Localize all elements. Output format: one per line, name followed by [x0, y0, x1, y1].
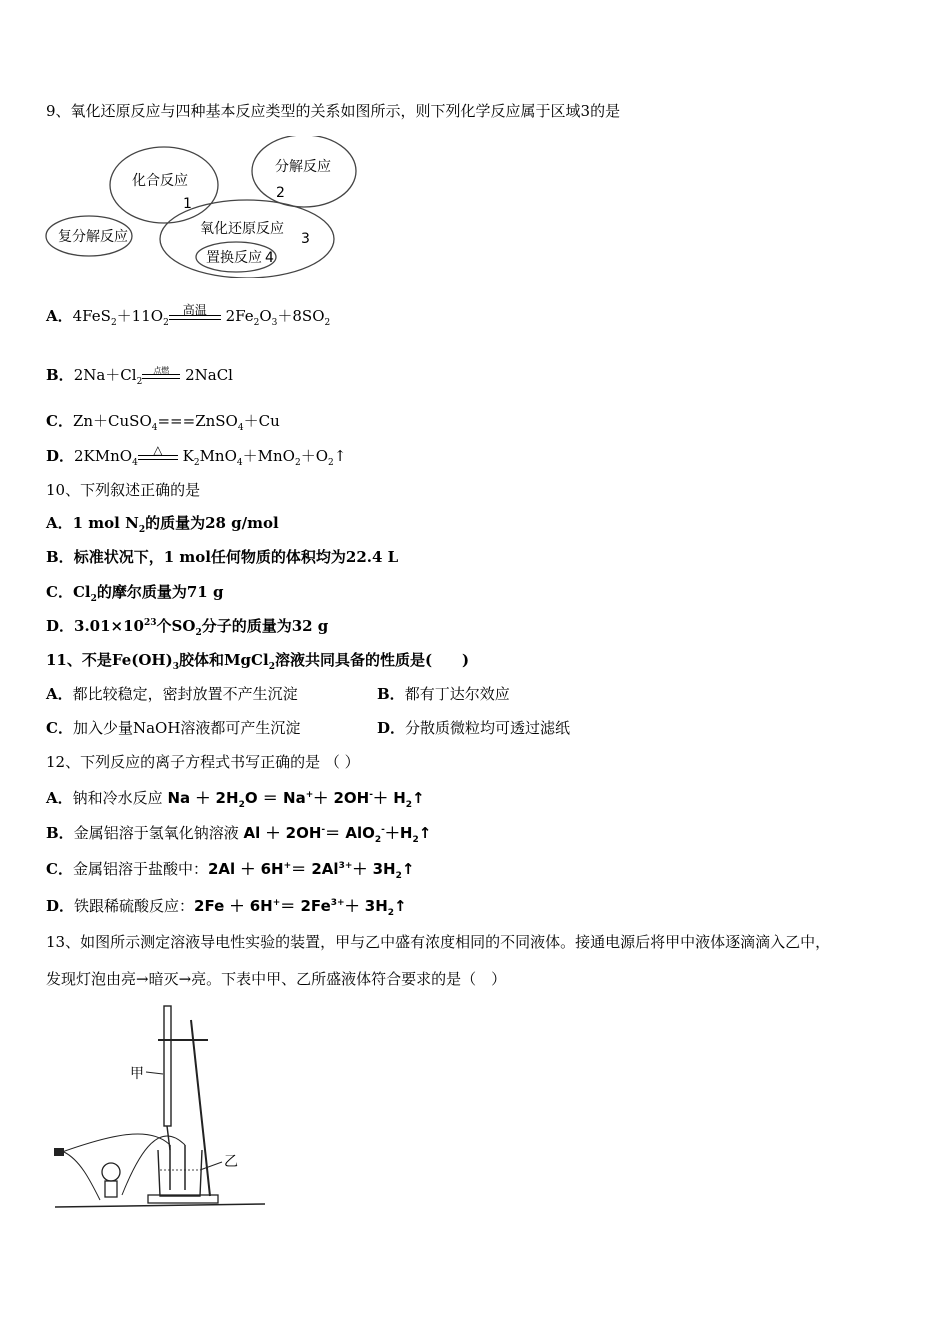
- label-jia: 甲: [130, 1066, 144, 1082]
- conductivity-apparatus-figure: [50, 1000, 280, 1215]
- q11-stem: 11、不是$Fe(OH)_3$胶体和MgCl$_2$溶液共同具备的性质是( ): [46, 651, 470, 672]
- beaker: [158, 1150, 202, 1196]
- q11-option-b[interactable]: B．都有丁达尔效应: [377, 685, 510, 703]
- q10-option-c[interactable]: C．$Cl_2$的摩尔质量为71 g: [46, 583, 224, 604]
- q10-option-a[interactable]: A．1 mol $N_2$的质量为28 g/mol: [46, 514, 279, 535]
- q12-option-b[interactable]: B．金属铝溶于氢氧化钠溶液 $Al + 2OH^-= AlO_2^-+H_2↑$: [46, 824, 432, 845]
- region-3: 3: [301, 231, 310, 247]
- q9-option-d[interactable]: D．2KMnO$_4$ △ $K_2MnO_4+MnO_2+O_2↑$: [46, 443, 347, 468]
- region-2: 2: [276, 185, 285, 201]
- double-replacement-label: 复分解反应: [58, 229, 128, 245]
- wire-plug-to-bulb: [64, 1152, 100, 1200]
- light-bulb: [102, 1163, 120, 1181]
- region-1: 1: [183, 196, 192, 212]
- q9-option-c[interactable]: C．Zn＋CuSO$_4$===ZnSO$_4$＋Cu: [46, 412, 280, 433]
- q11-option-c[interactable]: C．加入少量NaOH溶液都可产生沉淀: [46, 719, 301, 737]
- label-yi: 乙: [224, 1154, 238, 1170]
- q10-option-d[interactable]: D．$3.01\times 10^{23}$个$SO_2$分子的质量为32 g: [46, 617, 329, 638]
- q9-option-a[interactable]: A．$4FeS_2+11O_2$ 高温 $2Fe_2O_3+8SO_2$: [46, 303, 331, 328]
- displacement-label: 置换反应: [206, 250, 262, 266]
- q13-stem-line2: 发现灯泡由亮→暗灭→亮。下表中甲、乙所盛液体符合要求的是（ ）: [46, 970, 507, 988]
- wire-to-bulb: [122, 1136, 185, 1195]
- reaction-venn-diagram: [44, 136, 364, 278]
- region-4: 4: [265, 250, 274, 266]
- q11-option-d[interactable]: D．分散质微粒均可透过滤纸: [377, 719, 571, 737]
- wire-to-plug: [62, 1134, 170, 1152]
- q9-option-b[interactable]: B．$2Na+Cl_2$ 点燃 2NaCl: [46, 366, 233, 387]
- combination-label: 化合反应: [132, 173, 188, 189]
- yi-pointer: [200, 1162, 222, 1170]
- q12-stem: 12、下列反应的离子方程式书写正确的是 （ ）: [46, 753, 360, 771]
- q13-stem-line1: 13、如图所示测定溶液导电性实验的装置，甲与乙中盛有浓度相同的不同液体。接通电源后将甲中液体逐滴滴入乙中，: [46, 933, 831, 951]
- redox-label: 氧化还原反应: [200, 221, 284, 237]
- q11-option-a[interactable]: A．都比较稳定，密封放置不产生沉淀: [46, 685, 298, 703]
- burette: [164, 1006, 171, 1126]
- q10-stem: 10、下列叙述正确的是: [46, 481, 201, 499]
- plug: [54, 1148, 64, 1156]
- table-line: [55, 1204, 265, 1207]
- q9-stem: 9、氧化还原反应与四种基本反应类型的关系如图所示，则下列化学反应属于区域3的是: [46, 102, 621, 120]
- jia-pointer: [146, 1072, 163, 1074]
- q10-option-b[interactable]: B．标准状况下，1 mol任何物质的体积均为22.4 L: [46, 548, 399, 566]
- bulb-holder: [105, 1181, 117, 1197]
- q12-option-a[interactable]: A．钠和冷水反应 $Na + 2H_2O = Na^++ 2OH^-+$ $H_2↑$: [46, 789, 425, 810]
- q12-option-d[interactable]: D．铁跟稀硫酸反应：$2Fe + 6H^+= 2Fe^{3+}+$ $3H_2↑$: [46, 897, 407, 918]
- q12-option-c[interactable]: C．金属铝溶于盐酸中：$2Al + 6H^+= 2Al^{3+}+$ $3H_2↑$: [46, 860, 415, 881]
- decomposition-label: 分解反应: [275, 159, 331, 175]
